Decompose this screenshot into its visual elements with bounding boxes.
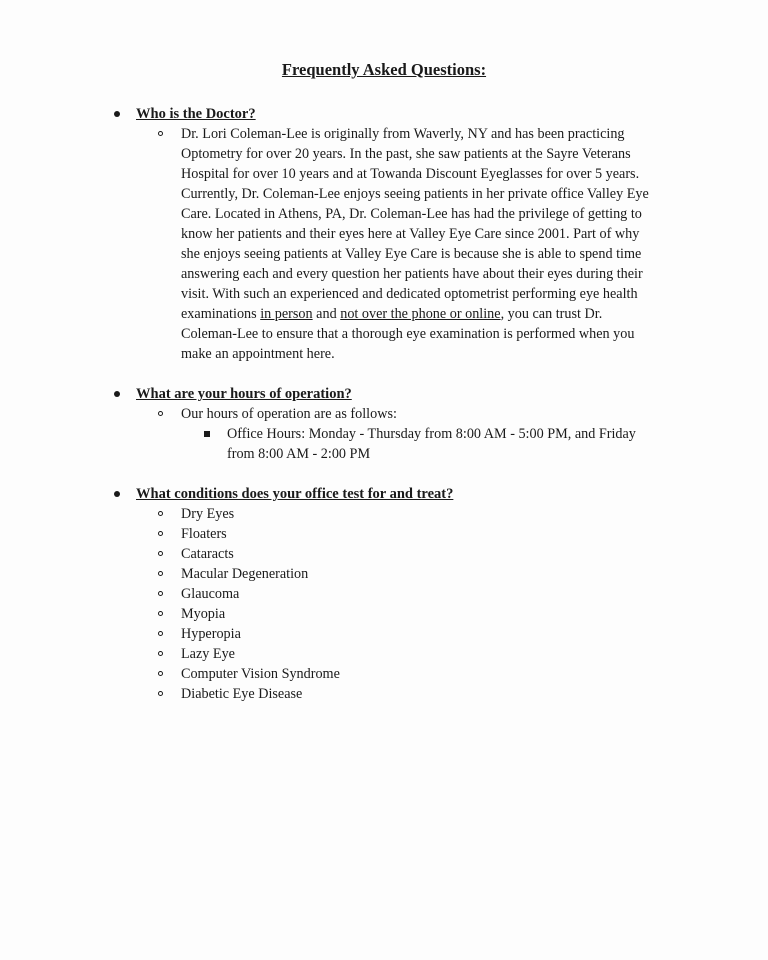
hollow-bullet-icon bbox=[158, 671, 163, 676]
answer-line: Currently, Dr. Coleman-Lee enjoys seeing patients in her private office Valley Eye bbox=[181, 186, 649, 202]
condition-label: Hyperopia bbox=[181, 626, 241, 642]
answer-line: make an appointment here. bbox=[181, 346, 335, 362]
condition-label: Lazy Eye bbox=[181, 646, 235, 662]
condition-item bbox=[0, 584, 768, 604]
condition-item bbox=[0, 544, 768, 564]
square-bullet-icon bbox=[204, 431, 210, 437]
answer-line: visit. With such an experienced and dedicated optometrist performing eye health bbox=[181, 286, 638, 302]
faq-answer: Our hours of operation are as follows: bbox=[181, 406, 397, 422]
faq-question: What conditions does your office test for and treat? bbox=[136, 486, 454, 502]
hollow-bullet-icon bbox=[158, 411, 163, 416]
condition-label: Myopia bbox=[181, 606, 226, 622]
faq-answer-paragraph bbox=[181, 124, 671, 364]
hollow-bullet-icon bbox=[158, 511, 163, 516]
hollow-bullet-icon bbox=[158, 131, 163, 136]
answer-text: and bbox=[312, 306, 341, 322]
faq-section-hours bbox=[0, 384, 768, 464]
answer-line: she enjoys seeing patients at Valley Eye Care is because she is able to spend time bbox=[181, 246, 642, 262]
answer-line: Care. Located in Athens, PA, Dr. Coleman-Lee has had the privilege of getting to bbox=[181, 206, 642, 222]
condition-item bbox=[0, 504, 768, 524]
condition-label: Macular Degeneration bbox=[181, 566, 309, 582]
hollow-bullet-icon bbox=[158, 691, 163, 696]
office-hours-line: Office Hours: Monday - Thursday from 8:00 AM - 5:00 PM, and Friday bbox=[227, 426, 636, 442]
faq-question-row bbox=[0, 384, 768, 404]
page-title: Frequently Asked Questions: bbox=[281, 60, 487, 79]
condition-label: Glaucoma bbox=[181, 586, 240, 602]
condition-item bbox=[0, 564, 768, 584]
condition-label: Computer Vision Syndrome bbox=[181, 666, 340, 682]
hollow-bullet-icon bbox=[158, 631, 163, 636]
filled-bullet-icon bbox=[114, 391, 120, 397]
hollow-bullet-icon bbox=[158, 611, 163, 616]
answer-line bbox=[181, 304, 671, 324]
answer-line: Optometry for over 20 years. In the past, she saw patients at the Sayre Veterans bbox=[181, 146, 631, 162]
emphasis-not-online: not over the phone or online bbox=[340, 306, 501, 322]
office-hours-text bbox=[227, 424, 768, 464]
hours-detail-row bbox=[0, 424, 768, 464]
hollow-bullet-icon bbox=[158, 591, 163, 596]
condition-item bbox=[0, 524, 768, 544]
faq-question: What are your hours of operation? bbox=[136, 386, 352, 402]
faq-question-row bbox=[0, 104, 768, 124]
faq-answer-row bbox=[0, 124, 768, 364]
condition-label: Floaters bbox=[181, 526, 227, 542]
office-hours-line: from 8:00 AM - 2:00 PM bbox=[227, 446, 371, 462]
hollow-bullet-icon bbox=[158, 551, 163, 556]
faq-question: Who is the Doctor? bbox=[136, 106, 256, 122]
answer-text: examinations bbox=[181, 306, 261, 322]
condition-label: Cataracts bbox=[181, 546, 234, 562]
hollow-bullet-icon bbox=[158, 571, 163, 576]
faq-answer-row bbox=[0, 404, 768, 424]
answer-line: know her patients and their eyes here at Valley Eye Care since 2001. Part of why bbox=[181, 226, 640, 242]
answer-text: , you can trust Dr. bbox=[500, 306, 603, 322]
emphasis-in-person: in person bbox=[260, 306, 313, 322]
condition-item bbox=[0, 624, 768, 644]
condition-label: Dry Eyes bbox=[181, 506, 235, 522]
condition-item bbox=[0, 684, 768, 704]
hollow-bullet-icon bbox=[158, 651, 163, 656]
faq-question-row bbox=[0, 484, 768, 504]
hollow-bullet-icon bbox=[158, 531, 163, 536]
answer-line: answering each and every question her patients have about their eyes during their bbox=[181, 266, 643, 282]
faq-section-conditions bbox=[0, 484, 768, 704]
condition-item bbox=[0, 604, 768, 624]
filled-bullet-icon bbox=[114, 491, 120, 497]
condition-item bbox=[0, 664, 768, 684]
faq-section-doctor bbox=[0, 104, 768, 364]
condition-label: Diabetic Eye Disease bbox=[181, 686, 303, 702]
answer-line: Coleman-Lee to ensure that a thorough eye examination is performed when you bbox=[181, 326, 635, 342]
answer-line: Hospital for over 10 years and at Towanda Discount Eyeglasses for over 5 years. bbox=[181, 166, 640, 182]
answer-line: Dr. Lori Coleman-Lee is originally from Waverly, NY and has been practicing bbox=[181, 126, 625, 142]
filled-bullet-icon bbox=[114, 111, 120, 117]
condition-item bbox=[0, 644, 768, 664]
